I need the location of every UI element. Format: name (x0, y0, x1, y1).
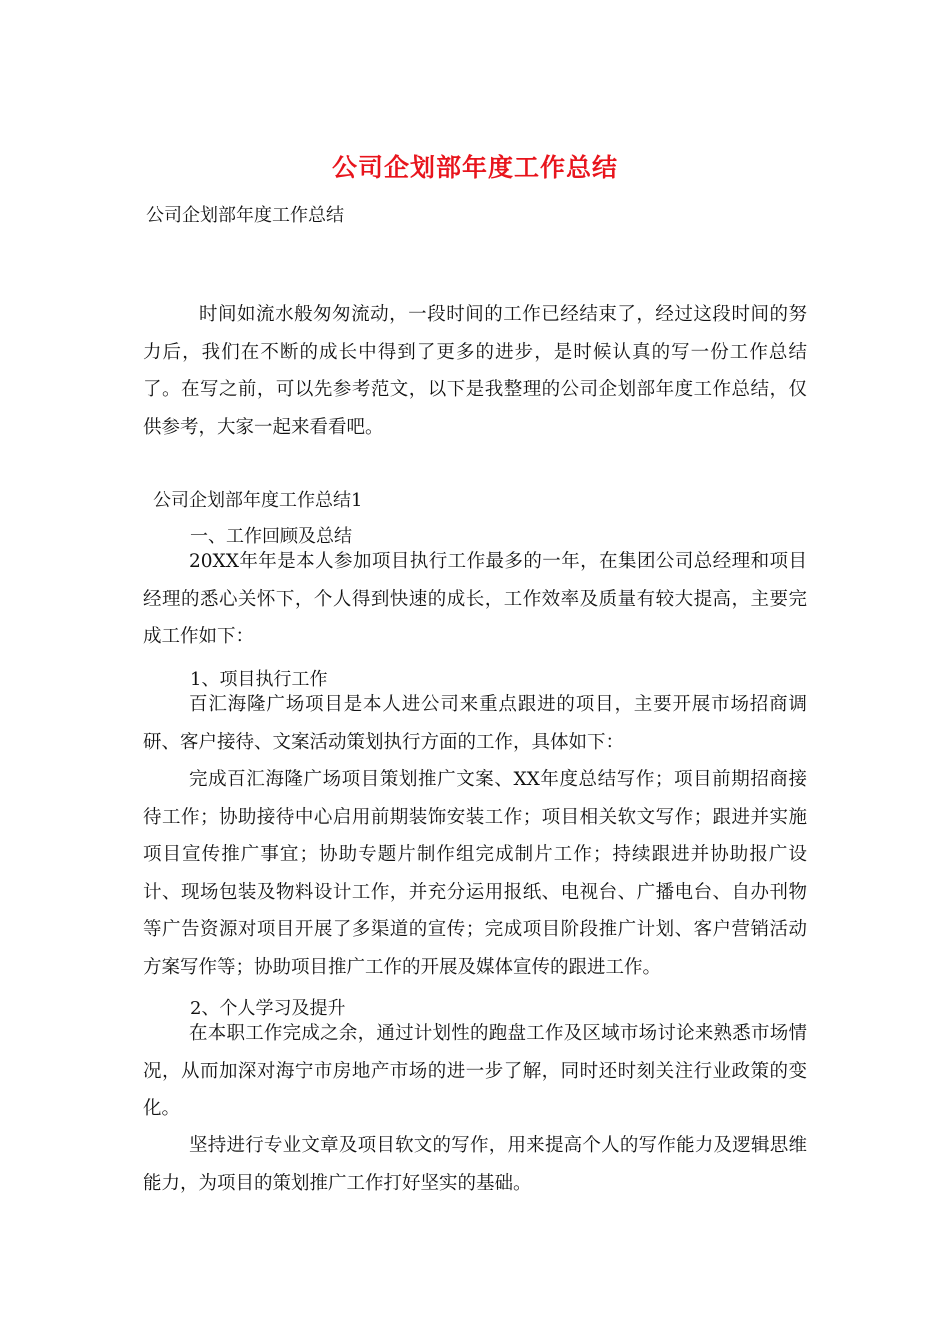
paragraph-study-1: 在本职工作完成之余，通过计划性的跑盘工作及区域市场讨论来熟悉市场情况，从而加深对海宁市房地产市场的进一步了解，同时还时刻关注行业政策的变化。 (143, 1023, 807, 1120)
heading-personal-study: 2、个人学习及提升 (190, 998, 346, 1019)
heading-review: 一、工作回顾及总结 (190, 526, 352, 547)
document-subtitle: 公司企划部年度工作总结 (146, 205, 344, 226)
paragraph-execution-2: 完成百汇海隆广场项目策划推广文案、XX年度总结写作；项目前期招商接待工作；协助接待中心启用前期装饰安装工作；项目相关软文写作；跟进并实施项目宣传推广事宜；协助专题片制作组完成制片工作；持续跟进并协助报广设计、现场包装及物料设计工作，并充分运用报纸、电视台、广播电台、自办刊物等广告资源对项目开展了多渠道的宣传；完成项目阶段推广计划、客户营销活动方案写作等；协助项目推广工作的开展及媒体宣传的跟进工作。 (143, 769, 807, 978)
document-title: 公司企划部年度工作总结 (331, 153, 618, 182)
heading-project-execution: 1、项目执行工作 (190, 669, 328, 690)
paragraph-execution-1: 百汇海隆广场项目是本人进公司来重点跟进的项目，主要开展市场招商调研、客户接待、文案活动策划执行方面的工作，具体如下： (143, 694, 807, 753)
section-title: 公司企划部年度工作总结1 (153, 490, 363, 511)
paragraph-review: 20XX年年是本人参加项目执行工作最多的一年，在集团公司总经理和项目经理的悉心关怀下，个人得到快速的成长，工作效率及质量有较大提高，主要完成工作如下： (143, 551, 807, 648)
intro-paragraph: 时间如流水般匆匆流动，一段时间的工作已经结束了，经过这段时间的努力后，我们在不断的成长中得到了更多的进步，是时候认真的写一份工作总结了。在写之前，可以先参考范文，以下是我整理的公司企划部年度工作总结，仅供参考，大家一起来看看吧。 (143, 304, 807, 438)
paragraph-study-2: 坚持进行专业文章及项目软文的写作，用来提高个人的写作能力及逻辑思维能力，为项目的策划推广工作打好坚实的基础。 (143, 1135, 807, 1194)
